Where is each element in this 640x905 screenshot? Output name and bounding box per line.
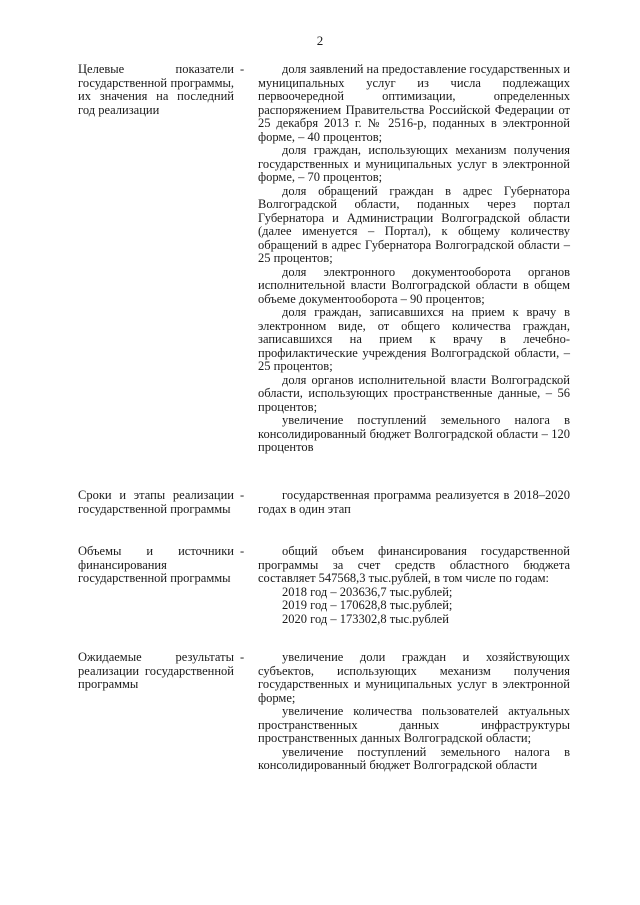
row-label: Объемы и источники финансирования государственной программы [78, 544, 234, 585]
content-paragraph: увеличение количества пользователей актуальных пространственных данных инфраструктуры пространственных данных Волгоградской области; [258, 704, 570, 745]
row-dash: - [240, 544, 245, 558]
row-dash: - [240, 488, 245, 502]
row-content [258, 545, 570, 626]
content-paragraph: общий объем финансирования государственной программы за счет средств областного бюджета составляет 547568,3 тыс.рублей, в том числе по годам: [258, 544, 570, 585]
content-paragraph: доля граждан, использующих механизм получения государственных и муниципальных услуг в электронной форме, – 70 процентов; [258, 143, 570, 184]
row-content [258, 63, 570, 455]
content-paragraph: государственная программа реализуется в 2018–2020 годах в один этап [258, 488, 570, 516]
row-label: Ожидаемые результаты реализации государственной программы [78, 650, 234, 691]
financing-year-line: 2019 год – 170628,8 тыс.рублей; [282, 598, 453, 612]
content-paragraph: увеличение доли граждан и хозяйствующих субъектов, использующих механизм получения государственных и муниципальных услуг в электронной форме; [258, 650, 570, 705]
row-dash: - [240, 62, 245, 76]
row-label: Целевые показатели государственной программы, их значения на последний год реализации [78, 62, 234, 117]
content-paragraph: доля граждан, записавшихся на прием к врачу в электронном виде, от общего количества граждан, записавшихся на прием к врачу в лечебно-профилактические учреждения Волгоградской области, – 25 процентов; [258, 305, 570, 373]
content-paragraph: доля обращений граждан в адрес Губернатора Волгоградской области, поданных через портал Губернатора и Администрации Волгоградской области (далее именуется – Портал), к общему количеству обращений в адрес Губернатора Волгоградской области – 25 процентов; [258, 183, 570, 265]
content-paragraph: увеличение поступлений земельного налога в консолидированный бюджет Волгоградской области – 120 процентов [258, 413, 570, 454]
row-content [258, 489, 570, 516]
row-label: Сроки и этапы реализации государственной программы [78, 488, 234, 516]
content-paragraph: доля органов исполнительной власти Волгоградской области, использующих пространственные данные, – 56 процентов; [258, 372, 570, 414]
row-dash: - [240, 650, 245, 664]
content-paragraph: увеличение поступлений земельного налога в консолидированный бюджет Волгоградской области [258, 744, 570, 772]
page-number: 2 [316, 33, 324, 48]
content-paragraph: доля заявлений на предоставление государственных и муниципальных услуг из числа подлежащих первоочередной оптимизации, определенных распоряжением Правительства Российской Федерации от 25 декабря 2013 г. № 2516-р, поданных в электронной форме, – 40 процентов; [258, 62, 571, 144]
row-content [258, 651, 570, 773]
content-paragraph: доля электронного документооборота органов исполнительной власти Волгоградской области в общем объеме документооборота – 90 процентов; [258, 264, 570, 306]
financing-year-line: 2018 год – 203636,7 тыс.рублей; [282, 584, 453, 599]
financing-year-line: 2020 год – 173302,8 тыс.рублей [282, 611, 449, 626]
